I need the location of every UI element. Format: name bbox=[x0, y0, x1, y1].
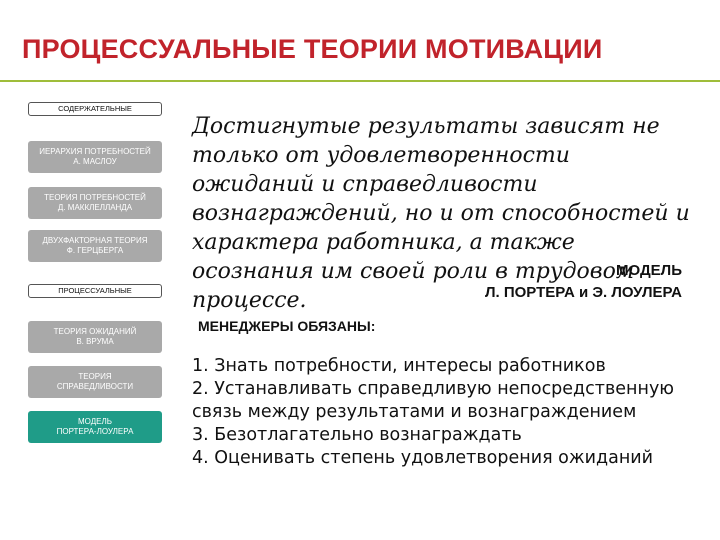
nav-item-sublabel: Ф. ГЕРЦБЕРГА bbox=[66, 246, 124, 255]
model-label-authors: Л. ПОРТЕРА и Э. ЛОУЛЕРА bbox=[485, 284, 682, 301]
nav-header-process[interactable]: ПРОЦЕССУАЛЬНЫЕ bbox=[28, 284, 162, 298]
nav-item-sublabel: В. ВРУМА bbox=[76, 337, 114, 346]
model-label bbox=[485, 260, 682, 304]
nav-item-sublabel: СПРАВЕДЛИВОСТИ bbox=[56, 382, 134, 391]
nav-item-label: МОДЕЛЬ bbox=[78, 417, 112, 426]
nav-item-herzberg[interactable] bbox=[28, 230, 162, 262]
nav-item-label: ТЕОРИЯ ПОТРЕБНОСТЕЙ bbox=[44, 193, 146, 202]
nav-item-mcclelland[interactable] bbox=[28, 187, 162, 219]
nav-item-label: ДВУХФАКТОРНАЯ ТЕОРИЯ bbox=[42, 236, 148, 245]
nav-item-sublabel: А. МАСЛОУ bbox=[73, 157, 117, 166]
nav-item-label: ТЕОРИЯ ОЖИДАНИЙ bbox=[53, 327, 137, 336]
list-item: 2. Устанавливать справедливую непосредственную связь между результатами и вознаграждением bbox=[192, 379, 675, 422]
title-divider bbox=[0, 80, 720, 82]
nav-item-label: ТЕОРИЯ bbox=[78, 372, 112, 381]
nav-item-maslow[interactable] bbox=[28, 141, 162, 173]
page-title: ПРОЦЕССУАЛЬНЫЕ ТЕОРИИ МОТИВАЦИИ bbox=[22, 34, 603, 64]
list-item: 1. Знать потребности, интересы работников bbox=[192, 356, 606, 376]
nav-header-content[interactable]: СОДЕРЖАТЕЛЬНЫЕ bbox=[28, 102, 162, 116]
list-item: 4. Оценивать степень удовлетворения ожиданий bbox=[192, 448, 654, 468]
duties-list bbox=[192, 355, 707, 470]
nav-item-label: ИЕРАРХИЯ ПОТРЕБНОСТЕЙ bbox=[39, 147, 151, 156]
list-item: 3. Безотлагательно вознаграждать bbox=[192, 425, 522, 445]
main-statement: Достигнутые результаты зависят не только от удовлетворенности ожиданий и справедливости вознаграждений, но и от способностей и характера работника, а также осознания им своей роли в трудовом процессе. bbox=[192, 114, 690, 313]
nav-item-sublabel: ПОРТЕРА-ЛОУЛЕРА bbox=[56, 427, 134, 436]
nav-item-equity[interactable] bbox=[28, 366, 162, 398]
managers-heading: МЕНЕДЖЕРЫ ОБЯЗАНЫ: bbox=[198, 318, 376, 334]
nav-item-porter-lawler[interactable] bbox=[28, 411, 162, 443]
model-label-title: МОДЕЛЬ bbox=[616, 262, 682, 279]
nav-item-vroom[interactable] bbox=[28, 321, 162, 353]
nav-item-sublabel: Д. МАККЛЕЛЛАНДА bbox=[57, 203, 133, 212]
